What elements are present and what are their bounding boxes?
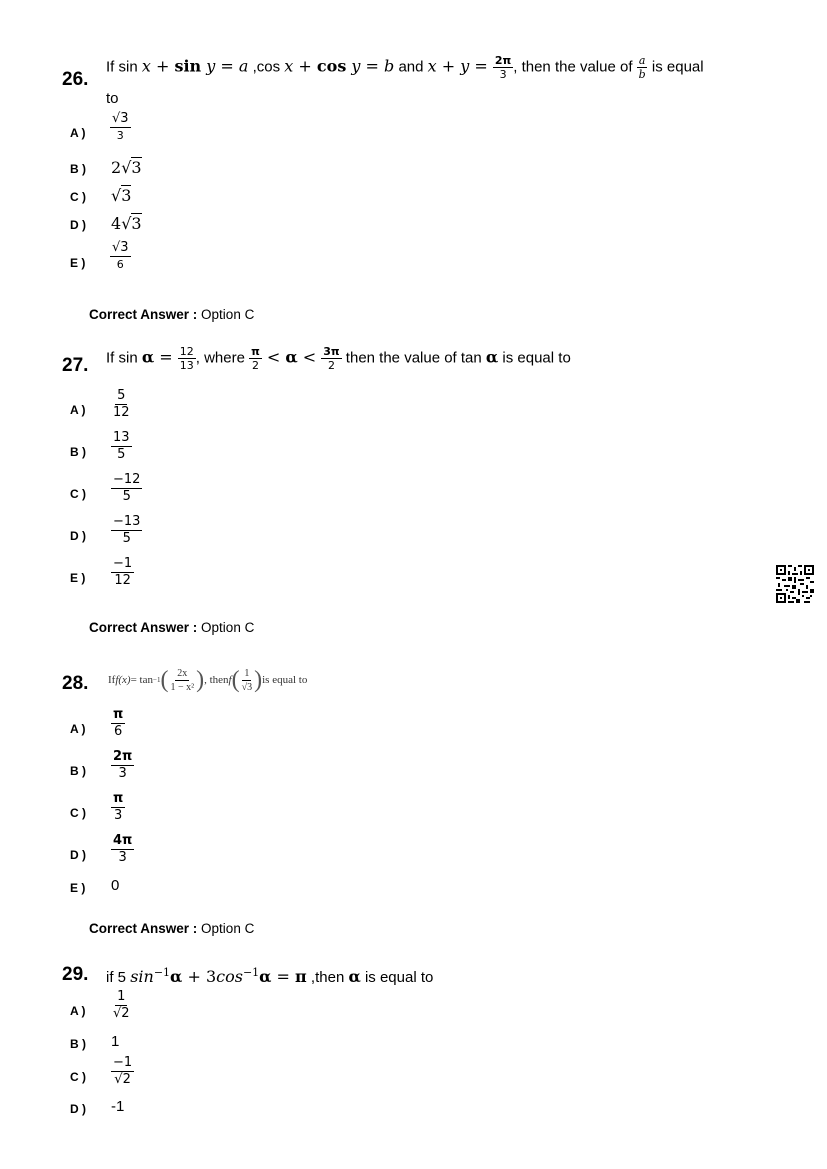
math-fraction: $\frac{\pi}{3}$ — [113, 791, 124, 823]
option-value[interactable] — [111, 514, 142, 547]
math-op: = — [469, 56, 493, 76]
option-label: D ) — [70, 218, 86, 232]
correct-answer — [89, 307, 254, 322]
math-op: = — [360, 56, 385, 76]
correct-answer — [89, 921, 254, 936]
option-label: C ) — [70, 487, 86, 501]
option-value[interactable]: 4√3 — [111, 214, 142, 233]
option-value[interactable]: 1 — [111, 1033, 120, 1050]
question-stem — [106, 345, 786, 372]
option-value[interactable] — [111, 707, 125, 740]
correct-answer-value: Option C — [201, 921, 255, 936]
option-value[interactable] — [110, 111, 131, 144]
option-value[interactable] — [111, 791, 125, 824]
question-stem: if 5 $\sin^{-1}\alpha + 3\cos^{-1}\alpha = \pi$ ,then α is equal to — [106, 966, 434, 986]
option-value[interactable] — [111, 472, 142, 505]
math-var: x — [427, 56, 437, 76]
math-var: y — [460, 56, 470, 76]
math-fraction: $\frac{-13}{5}$ — [113, 514, 141, 546]
math-var: π — [295, 967, 307, 986]
math-op: < — [297, 347, 322, 367]
option-value[interactable] — [111, 388, 132, 421]
correct-answer-label: Correct Answer : — [89, 921, 198, 936]
math-var: α — [259, 967, 272, 986]
question-stem — [106, 54, 786, 81]
math-var: y — [201, 56, 216, 76]
math-fraction: $\frac{2\pi}{3}$ — [494, 54, 512, 81]
option-label: A ) — [70, 1004, 86, 1018]
stem-text: is equal to — [498, 349, 571, 367]
option-value[interactable] — [110, 240, 131, 273]
option-label: D ) — [70, 848, 86, 862]
math-fraction: $\frac{13}{5}$ — [113, 430, 130, 462]
math-var: α — [285, 347, 298, 367]
correct-answer-value: Option C — [201, 307, 255, 322]
math-var: b — [384, 56, 395, 76]
option-value[interactable] — [111, 1055, 134, 1088]
math-fraction: $\frac{-1}{√2}$ — [113, 1055, 133, 1087]
option-label: B ) — [70, 162, 86, 176]
option-label: D ) — [70, 1102, 86, 1116]
option-value[interactable] — [111, 430, 132, 463]
option-label: C ) — [70, 806, 86, 820]
math-fraction: $\frac{-12}{5}$ — [113, 472, 141, 504]
correct-answer-label: Correct Answer : — [89, 620, 198, 635]
stem-text: then the value of tan — [341, 349, 486, 367]
math-fn: sin — [130, 967, 154, 986]
option-label: B ) — [70, 1037, 86, 1051]
math-fraction: $\frac{a}{b}$ — [638, 54, 646, 81]
option-label: A ) — [70, 403, 86, 417]
stem-text: is equal — [647, 58, 704, 76]
stem-text: , where — [195, 349, 250, 367]
math-fraction: $\frac{12}{13}$ — [179, 345, 194, 372]
math-var: x — [284, 56, 294, 76]
math-fraction: $\frac{\pi}{6}$ — [113, 707, 124, 739]
math-op: = — [271, 967, 296, 986]
math-var: α — [348, 967, 361, 986]
math-var: a — [238, 56, 249, 76]
math-var: α — [170, 967, 183, 986]
math-fraction: $\frac{5}{12}$ — [113, 388, 130, 420]
stem-text: ,cos — [248, 58, 285, 76]
question-number: 27. — [62, 355, 89, 376]
option-value[interactable] — [111, 833, 134, 866]
qr-code-icon — [776, 565, 814, 608]
option-label: D ) — [70, 529, 86, 543]
math-var: α — [485, 347, 499, 367]
math-op: = — [215, 56, 239, 76]
correct-answer-value: Option C — [201, 620, 255, 635]
math-fn: cos — [216, 967, 243, 986]
math-var: y — [346, 56, 361, 76]
option-value[interactable]: √3 — [111, 186, 132, 205]
option-value[interactable]: 0 — [111, 877, 120, 894]
question-number: 28. — [62, 673, 89, 694]
math-op: + — [436, 56, 461, 76]
stem-text: is equal to — [360, 969, 434, 986]
math-fraction: $\frac{3\pi}{2}$ — [323, 345, 340, 372]
math-fraction: $\frac{4\pi}{3}$ — [113, 833, 133, 865]
stem-text: If sin — [106, 349, 142, 367]
math-var: x — [141, 56, 151, 76]
question-stem: If f(x) = tan −1 ( $\frac{2x}{\text{1 − x²}}$ ) , then f ( $\frac{1}{√3}$ ) is equal to — [108, 666, 308, 693]
math-op: + — [150, 56, 175, 76]
math-fraction: $\frac{\pi}{2}$ — [251, 345, 260, 372]
option-label: A ) — [70, 722, 86, 736]
option-value[interactable] — [111, 749, 134, 782]
stem-text: to — [106, 90, 119, 107]
math-op: + 3 — [182, 967, 217, 986]
option-value[interactable]: -1 — [111, 1098, 125, 1115]
stem-text: and — [394, 58, 428, 76]
math-fraction: $\frac{1}{√2}$ — [113, 989, 130, 1021]
option-label: B ) — [70, 764, 86, 778]
stem-text: if 5 — [106, 969, 131, 986]
option-value[interactable] — [111, 556, 134, 589]
question-number: 26. — [62, 69, 89, 90]
stem-text: If sin — [106, 58, 142, 76]
option-label: B ) — [70, 445, 86, 459]
option-label: C ) — [70, 190, 86, 204]
math-op: = — [154, 347, 178, 367]
math-fraction: $\frac{√3}{6}$ — [112, 240, 129, 271]
option-value[interactable] — [111, 989, 132, 1022]
math-fraction: $\frac{√3}{3}$ — [112, 111, 129, 142]
stem-text: ,then — [306, 969, 349, 986]
correct-answer-label: Correct Answer : — [89, 307, 198, 322]
option-label: A ) — [70, 126, 86, 140]
option-label: E ) — [70, 881, 86, 895]
option-label: E ) — [70, 256, 86, 270]
math-op: < — [261, 347, 286, 367]
math-fn: cos — [316, 56, 347, 76]
math-fraction: $\frac{-1}{12}$ — [113, 556, 133, 588]
math-op: + — [293, 56, 317, 76]
option-label: E ) — [70, 571, 86, 585]
math-var: α — [141, 347, 155, 367]
qr-code-icon — [776, 565, 814, 603]
option-label: C ) — [70, 1070, 86, 1084]
math-fn: sin — [174, 56, 202, 76]
math-fraction: $\frac{2\pi}{3}$ — [113, 749, 133, 781]
stem-text: , then the value of — [513, 58, 637, 76]
correct-answer — [89, 620, 254, 635]
question-number: 29. — [62, 964, 89, 985]
option-value[interactable]: 2√3 — [111, 158, 142, 177]
